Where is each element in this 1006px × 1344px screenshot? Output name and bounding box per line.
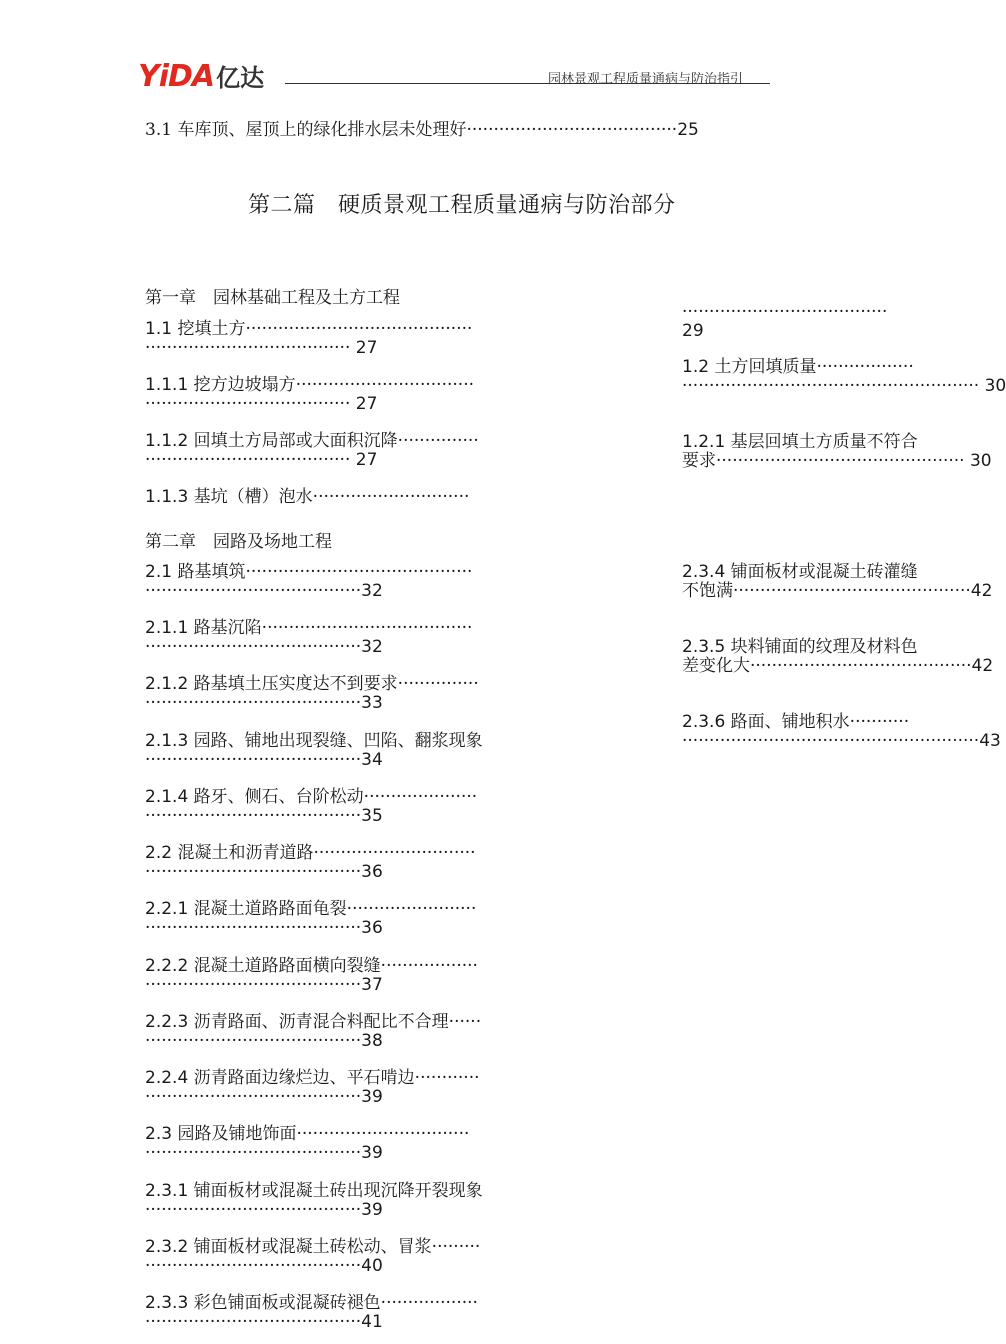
toc-entry-title: 挖方边坡塌方 xyxy=(193,375,296,395)
toc-entry-title: 块料铺面的纹理及材料色 xyxy=(730,637,918,657)
toc-entry-line2 xyxy=(682,451,992,471)
toc-entry-number: 1.2 xyxy=(682,357,715,377)
toc-leader-dots: ········································ xyxy=(145,806,362,826)
toc-leader-dots: ······································ xyxy=(145,450,351,470)
toc-entry-line2 xyxy=(145,339,472,358)
toc-page-number: 25 xyxy=(677,120,699,140)
toc-entry[interactable] xyxy=(145,320,472,358)
toc-entry-line2 xyxy=(145,807,477,826)
toc-entry-number: 2.3.1 xyxy=(145,1181,194,1201)
toc-entry[interactable] xyxy=(145,563,472,601)
toc-entry-number: 2.1.2 xyxy=(145,674,194,694)
toc-entry-line1 xyxy=(682,303,887,322)
toc-page-number: 36 xyxy=(361,918,383,938)
toc-leader-dots: ········································ xyxy=(682,376,899,396)
toc-entry-line1 xyxy=(145,320,472,339)
toc-leader-dots: ······································· xyxy=(466,120,678,140)
toc-leader-dots: 不饱满····························· xyxy=(682,581,890,601)
toc-entry-line2 xyxy=(145,1313,478,1332)
toc-entry-number: 2.3.2 xyxy=(145,1237,194,1257)
toc-entry-number: 2.2.4 xyxy=(145,1068,194,1088)
toc-leader-dots: ········································ xyxy=(145,1143,362,1163)
company-logo xyxy=(138,60,264,92)
toc-entry-line2 xyxy=(145,863,476,882)
toc-page-number: 34 xyxy=(361,750,383,770)
toc-leader-dots: ·········································· xyxy=(245,319,473,339)
toc-leader-dots: ························ xyxy=(346,899,477,919)
toc-entry-number: 2.2 xyxy=(145,843,178,863)
toc-entry-title: 路牙、侧石、台阶松动 xyxy=(193,787,364,807)
toc-entry-line1 xyxy=(145,376,474,395)
toc-entry[interactable] xyxy=(145,488,469,507)
toc-page-number: 41 xyxy=(361,1312,383,1332)
toc-entry[interactable] xyxy=(145,957,478,995)
toc-entry[interactable] xyxy=(145,788,477,826)
toc-entry-number: 2.2.3 xyxy=(145,1012,194,1032)
toc-page-number: 39 xyxy=(361,1200,383,1220)
chapter-heading-2: 第二章 园路及场地工程 xyxy=(145,532,332,552)
toc-entry-title: 铺面板材或混凝土砖松动、冒浆 xyxy=(193,1237,432,1257)
toc-entry-title: 彩色铺面板或混凝砖褪色 xyxy=(193,1293,381,1313)
toc-entry-3-1[interactable] xyxy=(145,115,699,140)
toc-entry[interactable] xyxy=(145,675,479,713)
toc-entry-line2 xyxy=(145,1144,469,1163)
toc-leader-dots: ·················· xyxy=(380,1293,478,1313)
toc-leader-dots: ····················· xyxy=(363,787,478,807)
toc-entry-line1 xyxy=(145,488,469,507)
toc-leader-dots: ········································ xyxy=(145,581,362,601)
toc-entry-line1 xyxy=(682,638,950,657)
toc-entry-number: 1.1.2 xyxy=(145,431,194,451)
toc-leader-dots: 要求······························· xyxy=(682,451,884,471)
toc-leader-dots: ········· xyxy=(431,1237,481,1257)
toc-page-number: 38 xyxy=(361,1031,383,1051)
toc-entry[interactable] xyxy=(682,357,1006,396)
toc-leader-dots: ········································ xyxy=(145,975,362,995)
toc-leader-dots: ········································ xyxy=(145,1312,362,1332)
toc-page-number: 33 xyxy=(361,693,383,713)
toc-leader-dots: ········································ xyxy=(145,1087,362,1107)
toc-entry[interactable] xyxy=(682,432,992,471)
toc-entry-line2 xyxy=(682,656,994,676)
toc-entry[interactable] xyxy=(145,844,476,882)
toc-entry-number: 2.2.1 xyxy=(145,899,194,919)
toc-page-number: ···············42 xyxy=(890,656,994,676)
toc-entry-number: 2.1.3 xyxy=(145,731,194,751)
toc-leader-dots: ············ xyxy=(414,1068,480,1088)
toc-entry-line2 xyxy=(145,694,479,713)
toc-leader-dots: ··············· xyxy=(397,674,479,694)
toc-entry-line2 xyxy=(145,1032,481,1051)
toc-entry-line1 xyxy=(145,1238,480,1257)
toc-page-number: 27 xyxy=(350,450,378,470)
toc-entry[interactable] xyxy=(145,900,476,938)
toc-leader-dots: ······································· xyxy=(261,618,473,638)
toc-entry-line2 xyxy=(682,731,1001,751)
toc-leader-dots: ········································ xyxy=(145,693,362,713)
toc-leader-dots: ·················· xyxy=(380,956,478,976)
toc-entry[interactable] xyxy=(145,1013,481,1051)
chapter-heading-1: 第一章 园林基础工程及土方工程 xyxy=(145,288,400,308)
toc-leader-dots: 差变化大·························· xyxy=(682,656,891,676)
toc-entry-title: 路基填土压实度达不到要求 xyxy=(193,674,398,694)
toc-leader-dots: ········································ xyxy=(145,750,362,770)
toc-entry-number: 2.1.4 xyxy=(145,787,194,807)
toc-entry-number: 1.1 xyxy=(145,319,178,339)
toc-entry-title: 园路及铺地饰面 xyxy=(177,1124,297,1144)
toc-entry-number: 2.2.2 xyxy=(145,956,194,976)
toc-leader-dots: ····························· xyxy=(312,487,470,507)
toc-entry-line2 xyxy=(682,376,1006,396)
toc-page-number: 32 xyxy=(361,637,383,657)
toc-entry-title: 基层回填土方质量不符合 xyxy=(730,432,918,452)
toc-entry[interactable] xyxy=(145,619,472,657)
toc-entry-line1 xyxy=(145,1125,469,1144)
toc-entry[interactable] xyxy=(145,432,479,470)
toc-entry-title: 铺面板材或混凝土砖灌缝 xyxy=(730,562,918,582)
toc-entry-line2 xyxy=(145,976,478,995)
toc-leader-dots: ·········································· xyxy=(245,562,473,582)
toc-entry-line1 xyxy=(145,619,472,638)
toc-entry-line2 xyxy=(682,322,887,341)
toc-leader-dots: ········································ xyxy=(145,637,362,657)
toc-entry-line1 xyxy=(145,1013,481,1032)
toc-entry-line1 xyxy=(145,900,476,919)
toc-entry-line1 xyxy=(145,1294,478,1313)
toc-entry-line2 xyxy=(145,1201,483,1220)
toc-entry[interactable] xyxy=(145,1294,478,1332)
toc-entry[interactable] xyxy=(682,637,994,676)
toc-entry-title: 挖填土方 xyxy=(177,319,246,339)
toc-entry-line1 xyxy=(682,713,950,732)
toc-page-number: 40 xyxy=(361,1256,383,1276)
toc-entry-number: 2.1 xyxy=(145,562,178,582)
toc-leader-dots: ································· xyxy=(295,375,474,395)
toc-entry-number: 2.1.1 xyxy=(145,618,194,638)
toc-entry-title: 铺面板材或混凝土砖出现沉降开裂现象 xyxy=(193,1181,483,1201)
toc-page-number: 27 xyxy=(350,394,378,414)
toc-leader-dots: ········································ xyxy=(145,862,362,882)
toc-entry-number: 2.3.5 xyxy=(682,637,731,657)
toc-entry-title: 混凝土道路路面龟裂 xyxy=(193,899,347,919)
toc-entry-line2 xyxy=(145,582,472,601)
part-title: 第二篇 硬质景观工程质量通病与防治部分 xyxy=(248,193,676,218)
toc-page-number: ··············· 30 xyxy=(883,451,992,471)
header-doc-title: 园林景观工程质量通病与防治指引 xyxy=(548,72,744,87)
toc-page-number: ···············42 xyxy=(889,581,993,601)
toc-page-number: 27 xyxy=(350,338,378,358)
toc-leader-dots: ········································ xyxy=(682,731,899,751)
toc-entry[interactable] xyxy=(145,732,483,770)
toc-entry-title: 路基填筑 xyxy=(177,562,246,582)
toc-entry-line1 xyxy=(145,957,478,976)
toc-entry-title: 回填土方局部或大面积沉降 xyxy=(193,431,398,451)
toc-entry-line1 xyxy=(145,844,476,863)
toc-page-number: ···············43 xyxy=(898,731,1001,751)
toc-page-number: 36 xyxy=(361,862,383,882)
toc-entry-line2 xyxy=(682,581,993,601)
toc-entry-line2 xyxy=(145,1088,480,1107)
toc-entry-line1 xyxy=(145,563,472,582)
toc-entry-number: 2.3.6 xyxy=(682,712,731,732)
toc-entry-title: 土方回填质量 xyxy=(714,357,817,377)
toc-leader-dots: ········································ xyxy=(145,1031,362,1051)
toc-entry-line1 xyxy=(145,788,477,807)
toc-entry-number: 2.3 xyxy=(145,1124,178,1144)
toc-entry-line1 xyxy=(145,732,483,751)
toc-page-number: ··············· 30 xyxy=(898,376,1006,396)
toc-leader-dots: ································ xyxy=(296,1124,470,1144)
toc-entry-title: 3.1 车库顶、屋顶上的绿化排水层未处理好 xyxy=(145,120,467,140)
toc-entry-title: 路基沉陷 xyxy=(193,618,262,638)
toc-entry[interactable] xyxy=(145,376,474,414)
toc-leader-dots: ······························ xyxy=(313,843,476,863)
toc-page-number: 35 xyxy=(361,806,383,826)
toc-entry[interactable] xyxy=(682,712,1001,751)
toc-leader-dots: ······································ xyxy=(682,302,888,322)
toc-entry-title: 混凝土和沥青道路 xyxy=(177,843,314,863)
toc-entry-number: 1.1.1 xyxy=(145,375,194,395)
toc-page-number: 39 xyxy=(361,1087,383,1107)
toc-leader-dots: ··········· xyxy=(849,712,910,732)
toc-entry-title: 园路、铺地出现裂缝、凹陷、翻浆现象 xyxy=(193,731,483,751)
toc-entry-line1 xyxy=(145,1182,483,1201)
toc-entry[interactable] xyxy=(682,562,993,601)
toc-entry[interactable] xyxy=(145,1238,480,1276)
toc-entry[interactable] xyxy=(145,1182,483,1220)
toc-entry[interactable] xyxy=(145,1125,469,1163)
toc-entry-title: 混凝土道路路面横向裂缝 xyxy=(193,956,381,976)
toc-entry-line2 xyxy=(145,638,472,657)
toc-entry-line2 xyxy=(145,919,476,938)
toc-entry-title: 基坑（槽）泡水 xyxy=(193,487,313,507)
toc-entry-title: 沥青路面、沥青混合料配比不合理 xyxy=(193,1012,449,1032)
toc-entry-title: 沥青路面边缘烂边、平石啃边 xyxy=(193,1068,415,1088)
toc-entry-line1 xyxy=(682,563,950,582)
toc-entry-title: 路面、铺地积水 xyxy=(730,712,850,732)
toc-entry-line1 xyxy=(145,432,479,451)
toc-leader-dots: ········································ xyxy=(145,1256,362,1276)
logo-cn-text: 亿达 xyxy=(216,64,265,92)
toc-entry-line1 xyxy=(682,358,950,377)
toc-entry-number: 1.2.1 xyxy=(682,432,731,452)
toc-page-number: 32 xyxy=(361,581,383,601)
toc-entry-number: 2.3.4 xyxy=(682,562,731,582)
toc-leader-dots: ······ xyxy=(448,1012,482,1032)
toc-page-number: 39 xyxy=(361,1143,383,1163)
toc-entry-number: 2.3.3 xyxy=(145,1293,194,1313)
toc-entry-line1 xyxy=(145,1069,480,1088)
logo-latin-text: YiDA xyxy=(138,59,215,94)
toc-leader-dots: ········································ xyxy=(145,918,362,938)
toc-entry[interactable] xyxy=(145,1069,480,1107)
toc-entry-line1 xyxy=(145,675,479,694)
toc-entry-line2 xyxy=(145,395,474,414)
toc-leader-dots: ········································ xyxy=(145,1200,362,1220)
toc-page-number: 37 xyxy=(361,975,383,995)
toc-entry-line2 xyxy=(145,751,483,770)
toc-leader-dots: ··············· xyxy=(397,431,479,451)
toc-entry-line2 xyxy=(145,1257,480,1276)
toc-entry-number: 1.1.3 xyxy=(145,487,194,507)
toc-leader-dots: ······································ xyxy=(145,394,351,414)
toc-entry-line2 xyxy=(145,451,479,470)
toc-entry[interactable] xyxy=(682,303,887,341)
toc-leader-dots: ······································ xyxy=(145,338,351,358)
toc-entry-line1 xyxy=(682,433,950,452)
toc-page-number: 29 xyxy=(682,321,704,341)
toc-leader-dots: ·················· xyxy=(816,357,914,377)
